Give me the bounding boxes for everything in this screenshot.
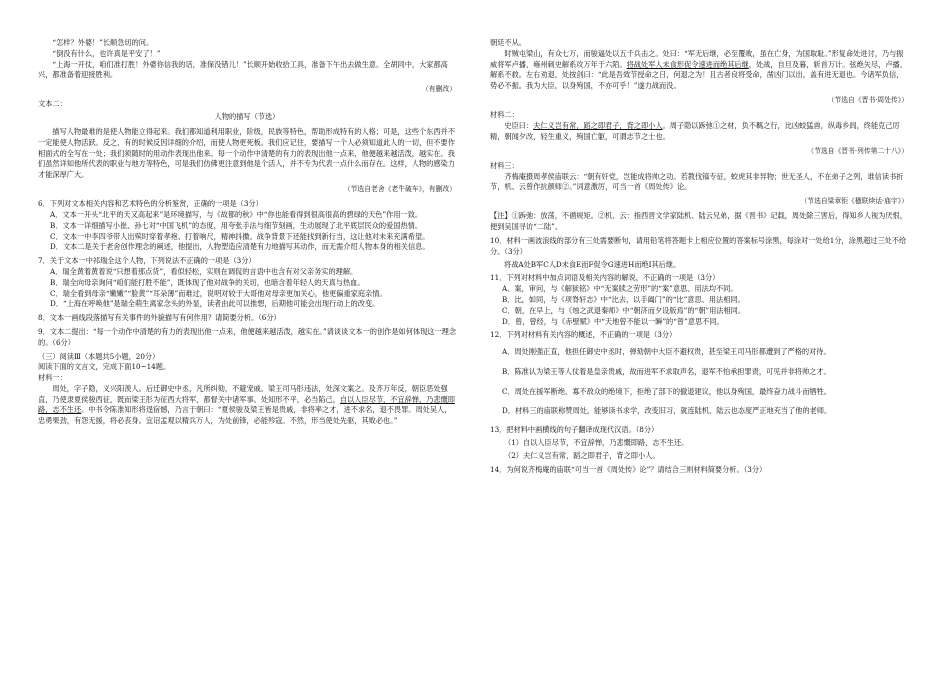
question-13-item: （2）夫仁义岂有常，蹈之即君子，背之即小人。 xyxy=(504,450,660,460)
source-note: （节选自《晋书·周处传》） xyxy=(827,95,908,104)
question-9: 9．文本二提出：“每一个动作中清楚的有力的表现出他一点来，他便越来越活泼，越实在。”请谈谈文本一的创作是如何体现这一理念的。（6分） xyxy=(38,326,457,347)
material-1-part-c: 时贼屯梁山，有众七万，而骏逼处以五千兵击之。处曰：“军无后继，必至覆败，虽在亡身，为国取耻。”形复命处进讨，乃与振威将军卢播、雍州刺史解系攻万年于六陌。 xyxy=(490,48,904,69)
material-2-label: 材料二： xyxy=(490,110,519,120)
left-column xyxy=(38,38,456,427)
question-12: 12．下列对材料有关内容的概述，不正确的一项是（3分） xyxy=(490,330,677,340)
question-6: 6．下列对文本相关内容和艺术特色的分析鉴赏，正确的一项是（3分） xyxy=(38,199,263,209)
material-1-text xyxy=(38,384,456,427)
source-note: （节选自梁章钜《楹联续话·庙宇》） xyxy=(800,197,908,206)
right-column xyxy=(490,38,908,475)
option-12c: C．周处在援军断绝、寡不敌众的绝境下，拒绝了部下的撤退建议，他以身殉国，最终奋力战斗而牺牲。 xyxy=(502,386,831,396)
material-2-part-a: 史臣曰： xyxy=(504,120,534,130)
material-1-part-d: ，处战，自旦及暮，斩首万计。弦绝矢尽，卢播、解系不救。左右劝退，处按剑曰：“此是吾效节授命之日，何退之为！且古者良将受命，凿凶门以出，盖有进无退也。今诸军负信，势必不振。我为大臣，以身殉国，不亦可乎！”遂力战而没。 xyxy=(490,59,907,91)
question-14: 14．为何说齐梅庵的庙联“可当一首《周处传》论”？请结合三则材料简要分析。（3分） xyxy=(490,464,767,474)
question-10: 10．材料一画波浪线的部分有三处需要断句，请用铅笔将答题卡上相应位置的答案标号涂黑，每涂对一处给1分，涂黑超过三处不给分。（3分） xyxy=(490,235,907,256)
section-heading: （三）阅读Ⅲ（本题共5小题，20分） xyxy=(38,351,160,361)
option-7a: A．瑞全黄着黄着说“只想着那点货”，看似轻松，实则在调侃的言语中也含有对父亲务实的理解。 xyxy=(50,266,358,276)
option-11a: A．案，审问，与《解狱铭》中“无案牍之劳形”的“案”意思、用法均不同。 xyxy=(502,284,738,294)
text2-body: 描写人物最难的是使人物能立得起来。我们都知道利用职业，阶级，民族等特色，帮助形成特有的人格；可是，这些个东西并不一定能使人物活跃。反之，有的时候反因详细的介绍，而使人物更死板。我们应记住，要描写一个人必须知道此人的一切，但不要作相面式的全写在一处；我们须随时的用动作表现出他来。每一个动作中清楚的有力的表现出他一点来，他便越来越活泼，越实在。我们虽然详知他所代表的职业与地方等特色，可是我们仿佛更注意到他是个活人，并不专为代表一点什么而存在。这样，人物的感染力才能深厚广大。 xyxy=(38,126,455,180)
underlined-sentence: 夫仁义岂有常，蹈之即君子，背之即小人 xyxy=(533,120,663,130)
option-11c: C．朝，在早上，与《烛之武退秦师》中“朝济而夕设版焉”的“朝”用法相同。 xyxy=(502,305,746,315)
source-note: （节选自老舍《老牛破车》，有删改） xyxy=(343,184,456,193)
question-10-line: 将战A处B军C人D未食E而F促令G速进H而绝I其后继。 xyxy=(504,259,681,269)
option-7d: D．“上海在呼唤他”是瑞全萌生离家念头的外显，读者由此可以推想，后期他可能会出现行动上的改变。 xyxy=(50,299,380,309)
material-3-text: 齐梅庵摄周孝侯庙联云：“朝有奸党，岂能成将帅之功。若教伐镐专征，蛟虎其非异物；世无圣人，不在弟子之列，谁信读书折节，机、云曾作抗颜师②。”词意激厉，可当一首《周处传》论。 xyxy=(490,171,904,192)
option-6c: C．文本一中李四爷带人出殡时穿着孝袍、打着响尺，精神抖擞。战争背景下还能找到新行当，这让他对未来充满希望。 xyxy=(50,231,430,241)
option-12d: D．材料三的庙联称赞周处，能够读书求学，改变旧习，就连陆机、陆云也态度严正地充当了他的老师。 xyxy=(502,406,832,416)
option-6b: B．文本一详细描写小崔、孙七对“中国飞机”的态度，用夸张手法与细节刻画，生动展现了北平底层民众的爱国热情。 xyxy=(50,220,423,230)
dialog-line: “怎样？外婆！”长顺急切的问。 xyxy=(52,38,154,47)
question-13: 13．把材料中画横线的句子翻译成现代汉语。（8分） xyxy=(490,425,659,435)
material-1-part-a: 周处，字子隐，义兴阳羡人。后迁御史中丞，凡所纠劾，不避宠戚。梁王司马肜违法，处深文案之。及齐万年反，朝臣恶处强直，乃使隶夏侯骏西征，既而梁王肜为征西大将军，都督关中诸军事。处知形不平，必当陷己， xyxy=(38,383,448,404)
footnote: 【注】①跅弛：放荡，不循规矩。②机、云：指西晋文学家陆机、陆云兄弟，据《晋书》记载，周处除三害后，得知乡人视为厌恨，便到吴国寻访“二陆”。 xyxy=(490,211,907,232)
text2-label: 文本二： xyxy=(38,99,67,109)
dialog-line: “上海一开仗，咱们准打胜！外婆你信我的话，准保没错儿！”长顺开始收拾工具，准备下午出去做生意。全胡同中，大家都高兴，都准备着迎接胜利。 xyxy=(38,59,448,80)
option-7c: C．瑞全看到母亲“嫩嫩”“脸黄”“耳朵薄”而难过，说明对较于大哥他对母亲更加关心，他更偏重家庭亲情。 xyxy=(50,288,387,298)
material-2-text xyxy=(490,121,908,143)
instruction: 阅读下面的文言文，完成下面10~14题。 xyxy=(38,362,171,372)
wavy-line-passage: 将战处军人未食形促令速进而绝其后继 xyxy=(626,59,749,69)
option-7b: B．瑞全向母亲询问“咱们能打胜不能”，既体现了他对战争的关切，也暗含着年轻人的天真与热血。 xyxy=(50,277,365,287)
material-3-label: 材料三： xyxy=(490,160,519,170)
source-note: （有删改） xyxy=(422,85,456,94)
question-11: 11．下列对材料中加点词语及相关内容的解说，不正确的一项是（3分） xyxy=(490,273,720,283)
question-7: 7．关于文本一中祁瑞全这个人物，下列说法不正确的一项是（3分） xyxy=(38,256,256,266)
option-11d: D．曾，曾经，与《赤壁赋》中“天地曾不能以一瞬”的“曾”意思不同。 xyxy=(502,316,724,326)
dialog-line: “倒没有什么，也许真是平安了！” xyxy=(52,48,161,58)
underlined-sentence: 自以人臣尽节，不宜辞惮，乃悲慨即路，志不生还 xyxy=(38,394,455,415)
option-11b: B．比，如同，与《项脊轩志》中“比去，以手阖门”的“比”意思、用法相同。 xyxy=(502,294,745,304)
material-1-label: 材料一： xyxy=(38,373,67,383)
option-12b: B．陈准认为梁王等人仗着是皇亲贵戚，故而进军不求取声名，退军不怕承担罪责，可见并非将帅之才。 xyxy=(502,366,831,376)
option-12a: A．周处刚强正直，他担任御史中丞时，弹劾朝中大臣不避权贵，甚至梁王司马肜都遭到了严格的对待。 xyxy=(502,347,831,357)
option-6d: D．文本二是关于老舍创作理念的阐述，他提出，人物塑造应清楚有力地描写其动作，而无需介绍人物本身的相关信息。 xyxy=(50,242,430,252)
question-13-item: （1）自以人臣尽节，不宜辞惮，乃悲慨即路，志不生还。 xyxy=(504,438,689,448)
question-8: 8．文本一画线段落描写有关事件的外貌描写有何作用？请简要分析。（6分） xyxy=(38,313,281,323)
material-1-part-b: 。中书令陈准知形将逞宿憾，乃言于朝曰：“夏侯骏及梁王皆是贵戚，非将率之才，进不求名，退不畏罪。周处吴人，忠勇果劲，有怨无援，将必丧身。宜诏孟观以精兵万人，为处前锋，必能殄寇。不然，形当使处先驱，其败必也。” xyxy=(38,405,452,426)
option-6a: A．文本一开头“北平的天又高起来”是环境描写，与《故都的秋》中“你也能看得到很高很高的碧绿的天色”作用一致。 xyxy=(50,209,423,219)
material-1-cont: 朝廷不从。 xyxy=(490,38,526,47)
material-2-part-b: 。周子隐以跅弛①之材，负不羁之行，比凶蛟猛兽，纵毒乡闾，终能克己厉精，朝闻夕改，轻生重义，殉国亡躯，可谓志节之士也。 xyxy=(490,120,900,141)
source-note: （节选自《晋书·列传第二十八》） xyxy=(807,146,908,155)
material-1-cont-body xyxy=(490,49,908,92)
text2-title: 人物的描写（节选） xyxy=(214,112,280,122)
